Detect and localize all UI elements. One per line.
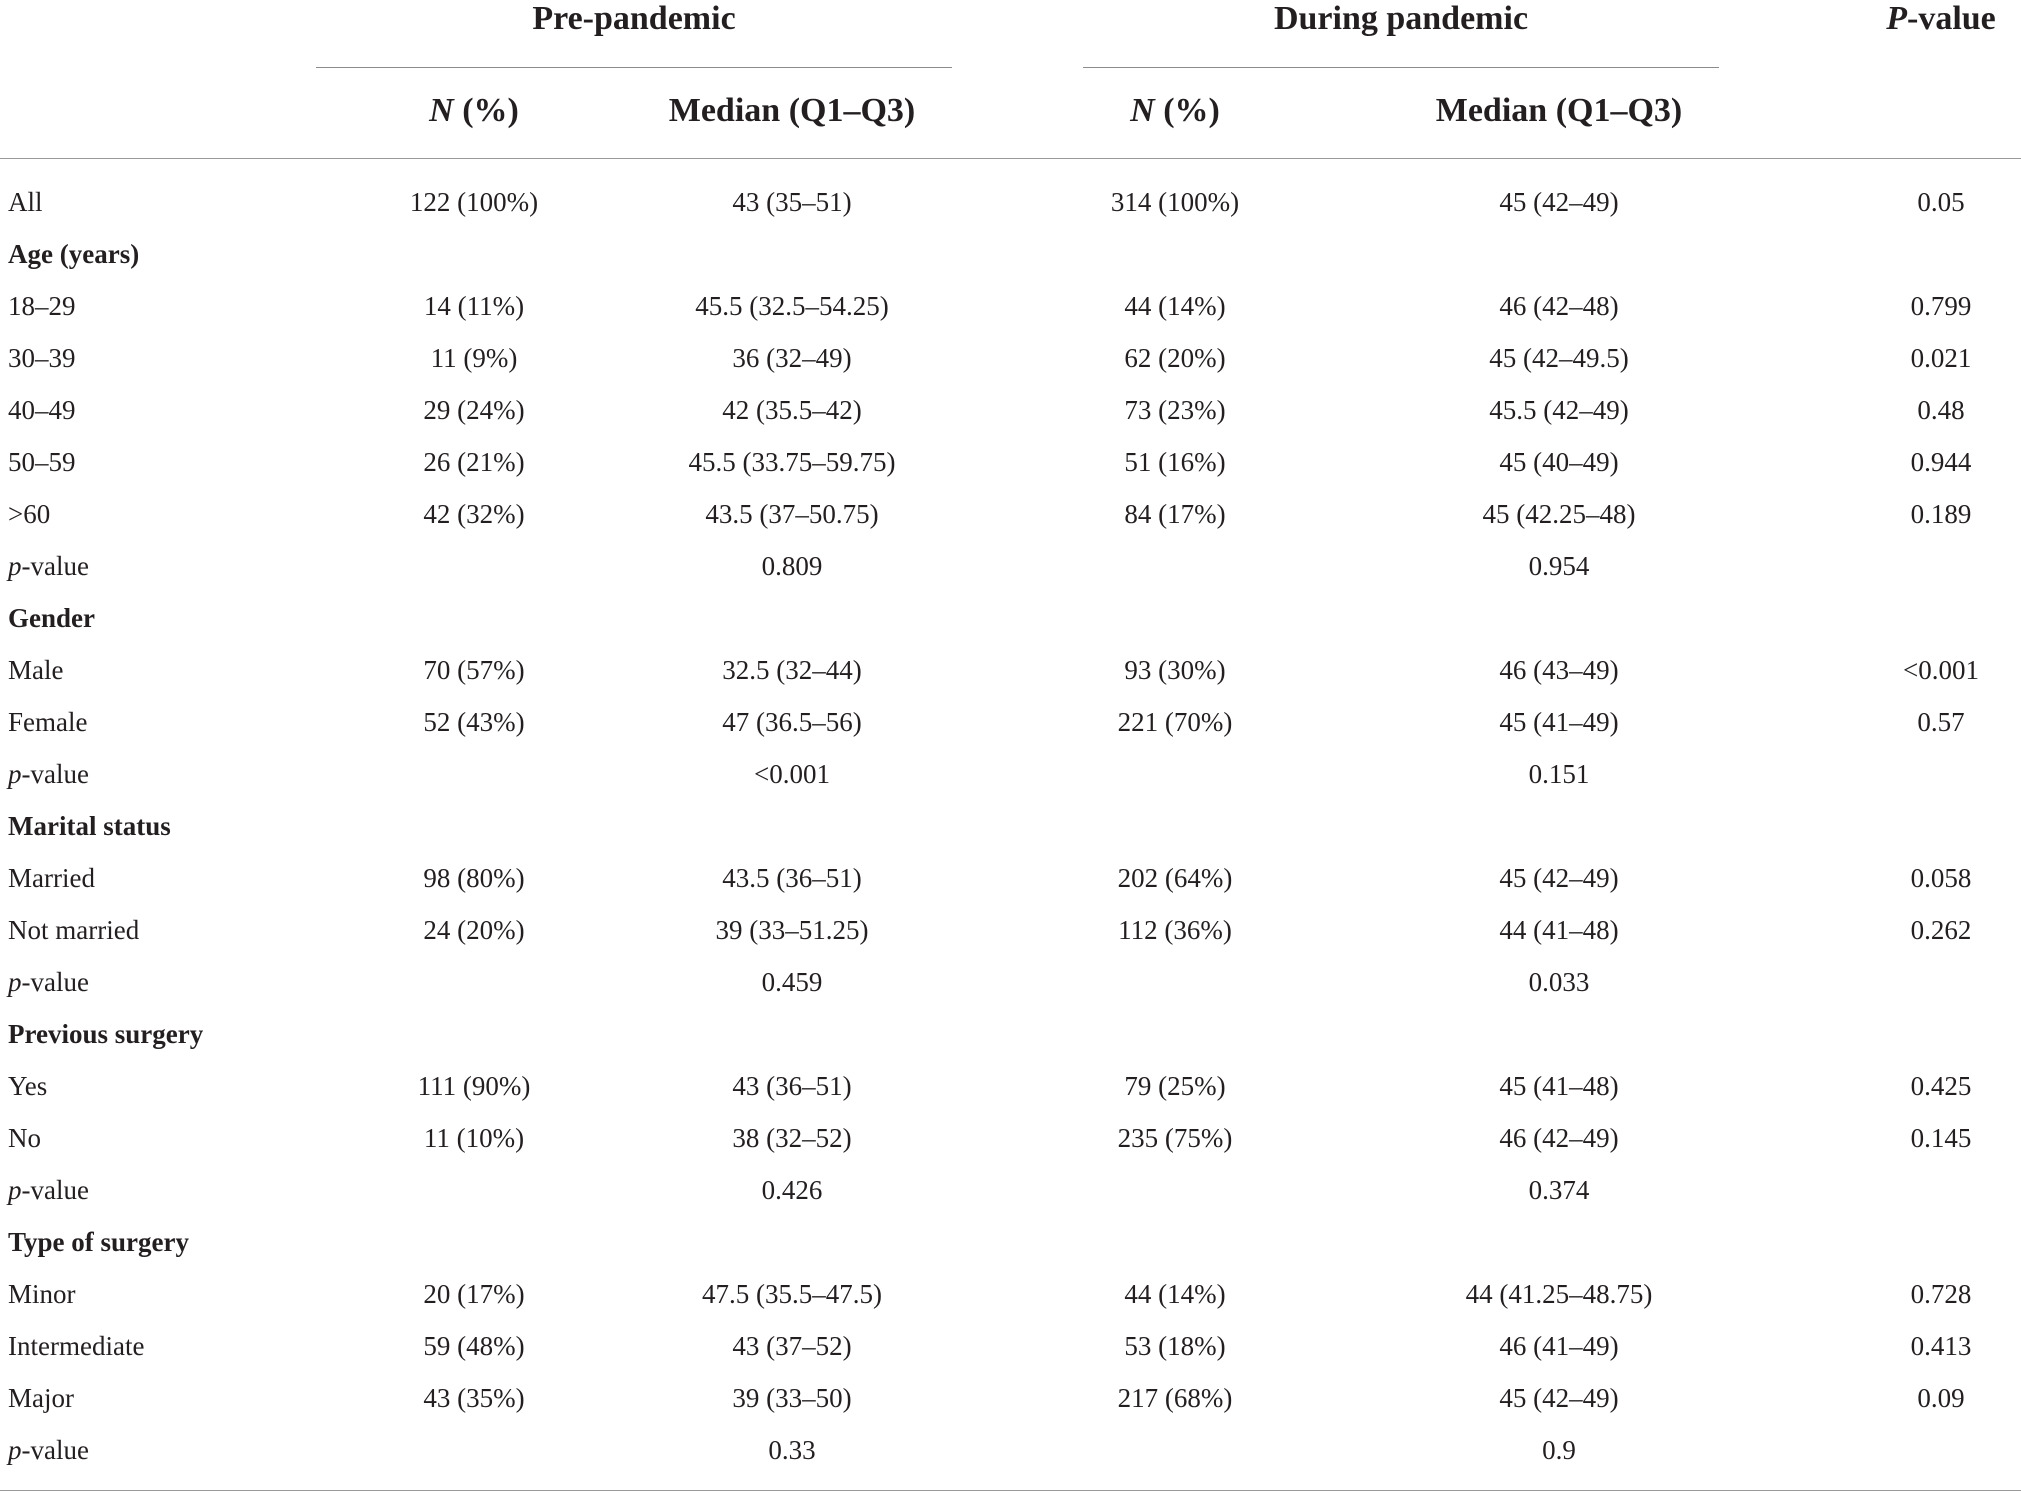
during-pandemic-n: 235 (75%) [1117,1123,1233,1153]
pvalue-row-suffix: -value [21,967,89,997]
pre-pandemic-median: 43.5 (36–51) [722,863,862,893]
pre-pandemic-median-pvalue: <0.001 [754,759,830,789]
p-value: 0.48 [1917,395,1965,425]
table-row [0,1372,2021,1424]
table-row [0,1060,2021,1112]
section-header-row [0,1216,2021,1268]
table-row [0,384,2021,436]
during-pandemic-median: 45 (42–49) [1499,1383,1619,1413]
pvalue-row-suffix: -value [21,1175,89,1205]
row-label: 40–49 [8,395,76,425]
pvalue-row-letter: p [8,759,22,789]
pvalue-row [0,956,2021,1008]
bottom-rule [0,1490,2021,1491]
during-pandemic-median-pvalue: 0.374 [1528,1175,1590,1205]
during-pandemic-n: 112 (36%) [1118,915,1232,945]
during-pandemic-median: 45 (42–49) [1499,863,1619,893]
row-label: Major [8,1383,74,1413]
pvalue-row-letter: p [8,1435,22,1465]
pre-pandemic-n: 24 (20%) [423,915,525,945]
during-pandemic-median: 45 (42.25–48) [1482,499,1636,529]
section-label: Marital status [8,811,171,841]
header-p-value-letter: P [1886,0,1907,37]
during-pandemic-n: 221 (70%) [1117,707,1233,737]
row-label: >60 [8,499,51,529]
table-row [0,488,2021,540]
table-row [0,280,2021,332]
pre-pandemic-median: 47 (36.5–56) [722,707,862,737]
p-value: 0.413 [1910,1331,1972,1361]
pre-pandemic-median: 47.5 (35.5–47.5) [702,1279,882,1309]
header-during-n-letter: N [1130,92,1155,129]
pvalue-row [0,1424,2021,1476]
row-label [8,1164,308,1216]
header-pre-n [316,92,632,136]
row-label [8,1424,308,1476]
p-value: 0.425 [1910,1071,1972,1101]
during-pandemic-median: 45 (40–49) [1499,447,1619,477]
pvalue-row-label [8,1435,89,1465]
header-rule [0,158,2021,159]
during-pandemic-median: 46 (41–49) [1499,1331,1619,1361]
pvalue-row [0,748,2021,800]
pvalue-row-label [8,759,89,789]
table-row [0,176,2021,228]
during-pandemic-median: 46 (42–49) [1499,1123,1619,1153]
header-during-median: Median (Q1–Q3) [1435,92,1683,129]
row-label: Minor [8,1279,76,1309]
during-pandemic-median: 45 (42–49) [1499,187,1619,217]
during-pandemic-n: 93 (30%) [1124,655,1226,685]
p-value: 0.058 [1910,863,1972,893]
during-pandemic-median: 44 (41.25–48.75) [1465,1279,1653,1309]
table-row [0,436,2021,488]
during-pandemic-n: 202 (64%) [1117,863,1233,893]
pre-pandemic-median: 39 (33–50) [732,1383,852,1413]
table-row [0,1320,2021,1372]
table-row [0,1112,2021,1164]
pre-pandemic-n: 43 (35%) [423,1383,525,1413]
row-label: 30–39 [8,343,76,373]
p-value: 0.57 [1917,707,1965,737]
row-label: Yes [8,1071,48,1101]
pre-pandemic-n: 70 (57%) [423,655,525,685]
row-label: 50–59 [8,447,76,477]
during-pandemic-n: 44 (14%) [1124,1279,1226,1309]
pvalue-row-label [8,551,89,581]
row-label: 18–29 [8,291,76,321]
pvalue-row-label [8,967,89,997]
during-pandemic-n: 217 (68%) [1117,1383,1233,1413]
table-row [0,332,2021,384]
pre-pandemic-median: 45.5 (33.75–59.75) [688,447,896,477]
pvalue-row [0,1164,2021,1216]
during-pandemic-median: 46 (43–49) [1499,655,1619,685]
during-pandemic-median: 45 (41–48) [1499,1071,1619,1101]
p-value: 0.021 [1910,343,1972,373]
section-label: Type of surgery [8,1227,189,1257]
group-header-during-pandemic: During pandemic [1273,0,1529,37]
pvalue-row-label [8,1175,89,1205]
pvalue-row-letter: p [8,1175,22,1205]
row-label: Intermediate [8,1331,145,1361]
row-label: All [8,187,43,217]
pre-pandemic-n: 14 (11%) [423,291,525,321]
during-pandemic-median-pvalue: 0.033 [1528,967,1590,997]
pre-pandemic-n: 42 (32%) [423,499,525,529]
section-header-row [0,592,2021,644]
pre-pandemic-n: 111 (90%) [417,1071,531,1101]
pre-pandemic-n: 98 (80%) [423,863,525,893]
pre-pandemic-median-pvalue: 0.809 [761,551,823,581]
section-header-row [0,1008,2021,1060]
during-pandemic-median: 45.5 (42–49) [1489,395,1629,425]
during-pandemic-median: 45 (41–49) [1499,707,1619,737]
group-underline-during-pandemic [1083,67,1719,68]
pre-pandemic-n: 26 (21%) [423,447,525,477]
during-pandemic-n: 73 (23%) [1124,395,1226,425]
p-value: 0.189 [1910,499,1972,529]
during-pandemic-n: 62 (20%) [1124,343,1226,373]
pre-pandemic-median: 43.5 (37–50.75) [705,499,879,529]
row-label: No [8,1123,41,1153]
p-value: <0.001 [1903,655,1979,685]
section-label: Previous surgery [8,1019,204,1049]
p-value: 0.944 [1910,447,1972,477]
during-pandemic-median: 45 (42–49.5) [1489,343,1629,373]
pre-pandemic-median: 42 (35.5–42) [722,395,862,425]
table-row [0,644,2021,696]
pre-pandemic-n: 11 (9%) [430,343,518,373]
pre-pandemic-median-pvalue: 0.426 [761,1175,823,1205]
section-label: Gender [8,603,95,633]
table-row [0,904,2021,956]
p-value: 0.09 [1917,1383,1965,1413]
pvalue-row [0,540,2021,592]
pre-pandemic-n: 122 (100%) [409,187,539,217]
pre-pandemic-median: 32.5 (32–44) [722,655,862,685]
pvalue-row-letter: p [8,967,22,997]
during-pandemic-median: 46 (42–48) [1499,291,1619,321]
table-row [0,696,2021,748]
row-label: Not married [8,915,140,945]
during-pandemic-n: 51 (16%) [1124,447,1226,477]
pvalue-row-letter: p [8,551,22,581]
during-pandemic-n: 44 (14%) [1124,291,1226,321]
during-pandemic-median-pvalue: 0.151 [1528,759,1590,789]
pre-pandemic-median-pvalue: 0.459 [761,967,823,997]
pvalue-row-suffix: -value [21,551,89,581]
row-label: Male [8,655,64,685]
group-header-pre-pandemic: Pre-pandemic [532,0,736,37]
row-label [8,748,308,800]
section-header-row [0,228,2021,280]
header-pre-n-suffix: (%) [453,92,519,129]
table-row [0,852,2021,904]
p-value: 0.145 [1910,1123,1972,1153]
section-header-row [0,800,2021,852]
pvalue-row-suffix: -value [21,1435,89,1465]
row-label [8,956,308,1008]
row-label: Married [8,863,95,893]
pre-pandemic-median: 39 (33–51.25) [715,915,869,945]
section-label: Age (years) [8,239,140,269]
pre-pandemic-median: 43 (36–51) [732,1071,852,1101]
p-value: 0.799 [1910,291,1972,321]
during-pandemic-n: 79 (25%) [1124,1071,1226,1101]
pre-pandemic-n: 11 (10%) [423,1123,525,1153]
during-pandemic-median: 44 (41–48) [1499,915,1619,945]
group-underline-pre-pandemic [316,67,952,68]
pvalue-row-suffix: -value [21,759,89,789]
pre-pandemic-median: 36 (32–49) [732,343,852,373]
pre-pandemic-n: 59 (48%) [423,1331,525,1361]
during-pandemic-n: 53 (18%) [1124,1331,1226,1361]
pre-pandemic-median: 43 (35–51) [732,187,852,217]
pre-pandemic-median: 43 (37–52) [732,1331,852,1361]
pre-pandemic-n: 20 (17%) [423,1279,525,1309]
p-value: 0.728 [1910,1279,1972,1309]
pre-pandemic-median: 45.5 (32.5–54.25) [695,291,889,321]
table-row [0,1268,2021,1320]
during-pandemic-n: 314 (100%) [1110,187,1240,217]
p-value: 0.262 [1910,915,1972,945]
row-label: Female [8,707,88,737]
pre-pandemic-n: 29 (24%) [423,395,525,425]
header-during-n [1083,92,1267,136]
during-pandemic-median-pvalue: 0.954 [1528,551,1590,581]
pre-pandemic-n: 52 (43%) [423,707,525,737]
during-pandemic-n: 84 (17%) [1124,499,1226,529]
during-pandemic-median-pvalue: 0.9 [1542,1435,1576,1465]
header-pre-median: Median (Q1–Q3) [668,92,916,129]
header-p-value [1861,0,2021,42]
p-value: 0.05 [1917,187,1965,217]
header-pre-n-letter: N [429,92,454,129]
row-label [8,540,308,592]
pre-pandemic-median: 38 (32–52) [732,1123,852,1153]
header-p-value-suffix: -value [1907,0,1996,37]
header-during-n-suffix: (%) [1154,92,1220,129]
pre-pandemic-median-pvalue: 0.33 [768,1435,816,1465]
